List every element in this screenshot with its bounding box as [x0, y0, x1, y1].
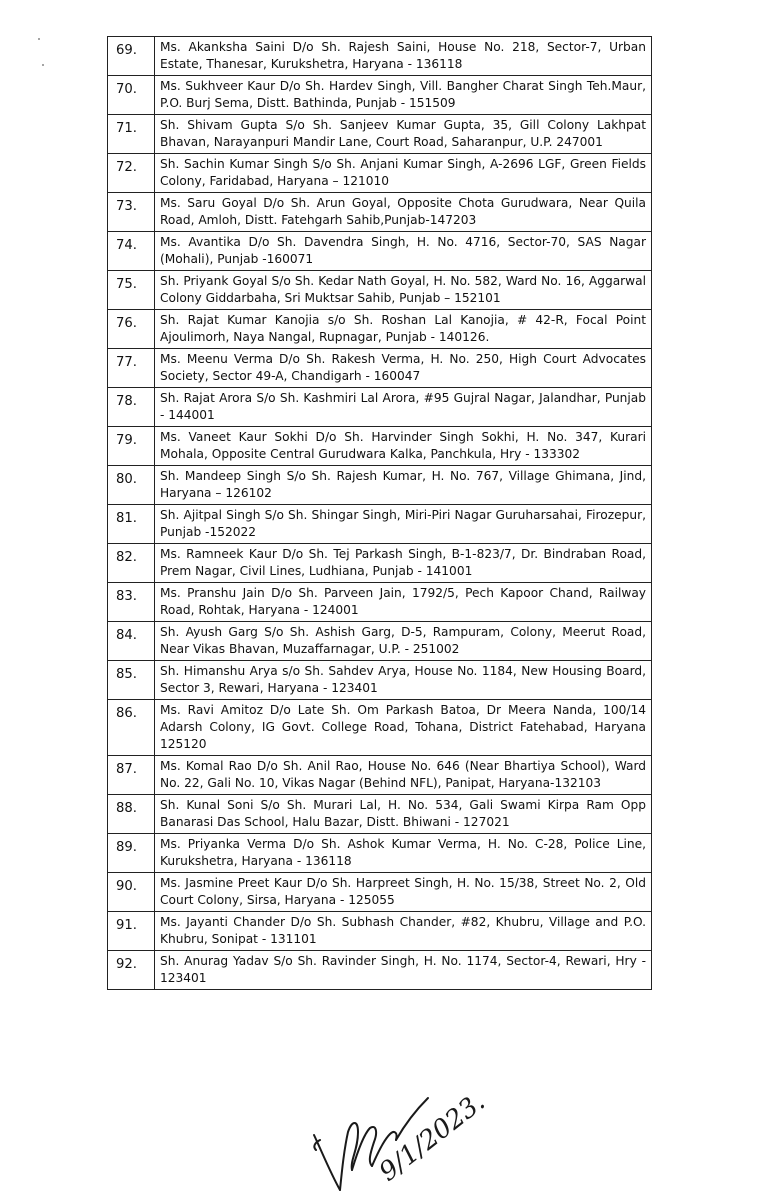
table-body: [108, 37, 652, 990]
table-row: [108, 505, 652, 544]
candidate-address-table: [107, 36, 652, 990]
table-row: [108, 427, 652, 466]
name-and-address: Sh. Ayush Garg S/o Sh. Ashish Garg, D-5, Rampuram, Colony, Meerut Road, Near Vikas Bhavan, Muzaffarnagar, U.P. - 251002: [155, 622, 652, 661]
table-row: [108, 834, 652, 873]
name-and-address: Sh. Priyank Goyal S/o Sh. Kedar Nath Goyal, H. No. 582, Ward No. 16, Aggarwal Colony Giddarbaha, Sri Muktsar Sahib, Punjab – 152101: [155, 271, 652, 310]
serial-number: 88.: [108, 795, 155, 834]
name-and-address: Sh. Ajitpal Singh S/o Sh. Shingar Singh, Miri-Piri Nagar Guruharsahai, Firozepur, Punjab -152022: [155, 505, 652, 544]
name-and-address: Sh. Mandeep Singh S/o Sh. Rajesh Kumar, H. No. 767, Village Ghimana, Jind, Haryana – 126102: [155, 466, 652, 505]
name-and-address: Ms. Ravi Amitoz D/o Late Sh. Om Parkash Batoa, Dr Meera Nanda, 100/14 Adarsh Colony, IG Govt. College Road, Tohana, District Fatehabad, Haryana 125120: [155, 700, 652, 756]
serial-number: 79.: [108, 427, 155, 466]
name-and-address: Ms. Sukhveer Kaur D/o Sh. Hardev Singh, Vill. Bangher Charat Singh Teh.Maur, P.O. Burj Sema, Distt. Bathinda, Punjab - 151509: [155, 76, 652, 115]
serial-number: 85.: [108, 661, 155, 700]
serial-number: 69.: [108, 37, 155, 76]
serial-number: 87.: [108, 756, 155, 795]
name-and-address: Ms. Vaneet Kaur Sokhi D/o Sh. Harvinder Singh Sokhi, H. No. 347, Kurari Mohala, Opposite Central Gurudwara Kalka, Panchkula, Hry - 133302: [155, 427, 652, 466]
table-row: [108, 756, 652, 795]
serial-number: 71.: [108, 115, 155, 154]
name-and-address: Sh. Shivam Gupta S/o Sh. Sanjeev Kumar Gupta, 35, Gill Colony Lakhpat Bhavan, Narayanpuri Mandir Lane, Court Road, Saharanpur, U.P. 247001: [155, 115, 652, 154]
name-and-address: Ms. Akanksha Saini D/o Sh. Rajesh Saini, House No. 218, Sector-7, Urban Estate, Thanesar, Kurukshetra, Haryana - 136118: [155, 37, 652, 76]
name-and-address: Ms. Saru Goyal D/o Sh. Arun Goyal, Opposite Chota Gurudwara, Near Quila Road, Amloh, Distt. Fatehgarh Sahib,Punjab-147203: [155, 193, 652, 232]
table-row: [108, 622, 652, 661]
name-and-address: Ms. Jayanti Chander D/o Sh. Subhash Chander, #82, Khubru, Village and P.O. Khubru, Sonipat - 131101: [155, 912, 652, 951]
table-row: [108, 310, 652, 349]
name-and-address: Ms. Jasmine Preet Kaur D/o Sh. Harpreet Singh, H. No. 15/38, Street No. 2, Old Court Colony, Sirsa, Haryana - 125055: [155, 873, 652, 912]
table-row: [108, 76, 652, 115]
table-row: [108, 661, 652, 700]
name-and-address: Ms. Priyanka Verma D/o Sh. Ashok Kumar Verma, H. No. C-28, Police Line, Kurukshetra, Haryana - 136118: [155, 834, 652, 873]
name-and-address: Sh. Rajat Arora S/o Sh. Kashmiri Lal Arora, #95 Gujral Nagar, Jalandhar, Punjab - 144001: [155, 388, 652, 427]
name-and-address: Ms. Pranshu Jain D/o Sh. Parveen Jain, 1792/5, Pech Kapoor Chand, Railway Road, Rohtak, Haryana - 124001: [155, 583, 652, 622]
table-row: [108, 232, 652, 271]
serial-number: 86.: [108, 700, 155, 756]
serial-number: 92.: [108, 951, 155, 990]
table-row: [108, 388, 652, 427]
table-row: [108, 349, 652, 388]
scan-speck: [38, 38, 40, 40]
name-and-address: Sh. Rajat Kumar Kanojia s/o Sh. Roshan Lal Kanojia, # 42-R, Focal Point Ajoulimorh, Naya Nangal, Rupnagar, Punjab - 140126.: [155, 310, 652, 349]
name-and-address: Ms. Avantika D/o Sh. Davendra Singh, H. No. 4716, Sector-70, SAS Nagar (Mohali), Punjab -160071: [155, 232, 652, 271]
table-row: [108, 544, 652, 583]
signature-date: 9/1/2023.: [373, 1086, 491, 1188]
name-and-address: Sh. Sachin Kumar Singh S/o Sh. Anjani Kumar Singh, A-2696 LGF, Green Fields Colony, Faridabad, Haryana – 121010: [155, 154, 652, 193]
name-and-address: Sh. Himanshu Arya s/o Sh. Sahdev Arya, House No. 1184, New Housing Board, Sector 3, Rewari, Haryana - 123401: [155, 661, 652, 700]
serial-number: 90.: [108, 873, 155, 912]
table-row: [108, 583, 652, 622]
serial-number: 70.: [108, 76, 155, 115]
serial-number: 82.: [108, 544, 155, 583]
table-row: [108, 193, 652, 232]
serial-number: 84.: [108, 622, 155, 661]
serial-number: 91.: [108, 912, 155, 951]
table-row: [108, 795, 652, 834]
serial-number: 75.: [108, 271, 155, 310]
table-row: [108, 271, 652, 310]
name-and-address: Ms. Meenu Verma D/o Sh. Rakesh Verma, H. No. 250, High Court Advocates Society, Sector 49-A, Chandigarh - 160047: [155, 349, 652, 388]
name-and-address: Ms. Ramneek Kaur D/o Sh. Tej Parkash Singh, B-1-823/7, Dr. Bindraban Road, Prem Nagar, Civil Lines, Ludhiana, Punjab - 141001: [155, 544, 652, 583]
table-row: [108, 700, 652, 756]
name-and-address: Sh. Kunal Soni S/o Sh. Murari Lal, H. No. 534, Gali Swami Kirpa Ram Opp Banarasi Das School, Halu Bazar, Distt. Bhiwani - 127021: [155, 795, 652, 834]
table-row: [108, 912, 652, 951]
serial-number: 83.: [108, 583, 155, 622]
table-row: [108, 154, 652, 193]
serial-number: 89.: [108, 834, 155, 873]
table-row: [108, 951, 652, 990]
serial-number: 78.: [108, 388, 155, 427]
table-row: [108, 37, 652, 76]
serial-number: 74.: [108, 232, 155, 271]
serial-number: 81.: [108, 505, 155, 544]
name-and-address: Ms. Komal Rao D/o Sh. Anil Rao, House No. 646 (Near Bhartiya School), Ward No. 22, Gali No. 10, Vikas Nagar (Behind NFL), Panipat, Haryana-132103: [155, 756, 652, 795]
table-row: [108, 873, 652, 912]
name-and-address: Sh. Anurag Yadav S/o Sh. Ravinder Singh, H. No. 1174, Sector-4, Rewari, Hry - 123401: [155, 951, 652, 990]
serial-number: 77.: [108, 349, 155, 388]
serial-number: 76.: [108, 310, 155, 349]
table-row: [108, 466, 652, 505]
serial-number: 73.: [108, 193, 155, 232]
serial-number: 72.: [108, 154, 155, 193]
table-row: [108, 115, 652, 154]
serial-number: 80.: [108, 466, 155, 505]
scan-speck: [42, 64, 44, 66]
handwritten-signature: [300, 1080, 510, 1195]
